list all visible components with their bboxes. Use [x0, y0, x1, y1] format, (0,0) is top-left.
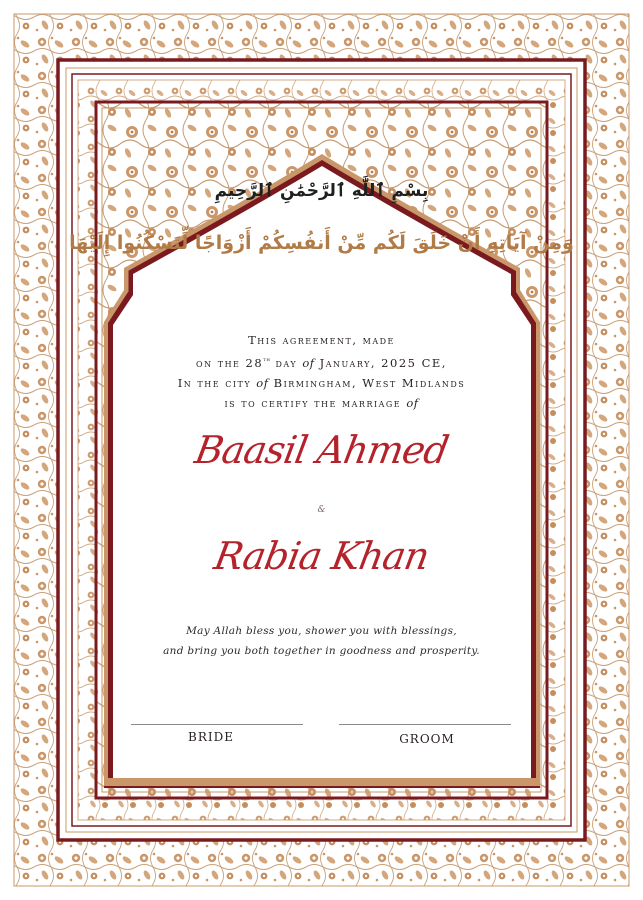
bride-signature-line [131, 724, 303, 725]
groom-label: GROOM [399, 732, 455, 746]
intro-day: day [270, 356, 303, 370]
intro-line-1: This agreement, made [248, 333, 395, 347]
intro-line-4 [0, 395, 643, 411]
intro-date-suffix: th [263, 356, 271, 363]
intro-of-1: of [302, 356, 315, 370]
intro-line-3 [0, 375, 643, 391]
intro-of-2: of [256, 376, 269, 390]
intro-date: January, 2025 CE, [314, 356, 447, 370]
second-spouse-name: Rabia Khan [210, 534, 433, 578]
blessing-line-1: May Allah bless you, shower you with blessings, [186, 625, 457, 637]
intro-date-prefix: on the 28 [196, 356, 264, 370]
verse-calligraphy [0, 232, 643, 254]
bride-label: BRIDE [188, 730, 234, 744]
intro-certify: is to certify the marriage [224, 396, 407, 410]
bismillah-text: بِسْمِ ٱللَّٰهِ ٱلرَّحْمَٰنِ ٱلرَّحِيمِ [214, 181, 429, 201]
intro-of-3: of [406, 396, 419, 410]
groom-signature-line [339, 724, 511, 725]
verse-text: وَمِنْ آيَاتِهِ أَنْ خَلَقَ لَكُم مِّنْ أَنفُسِكُمْ أَزْوَاجًا لِّتَسْكُنُوا إِلَيْهَا [69, 232, 574, 254]
intro-city-prefix: In the city [177, 376, 257, 390]
blessing-line-2: and bring you both together in goodness and prosperity. [163, 645, 480, 657]
bismillah-calligraphy [0, 180, 643, 201]
intro-city: Birmingham, West Midlands [268, 376, 466, 390]
ampersand: & [317, 505, 326, 515]
first-spouse-name: Baasil Ahmed [191, 428, 452, 472]
agreement-intro [0, 332, 643, 411]
intro-line-2 [0, 352, 643, 371]
